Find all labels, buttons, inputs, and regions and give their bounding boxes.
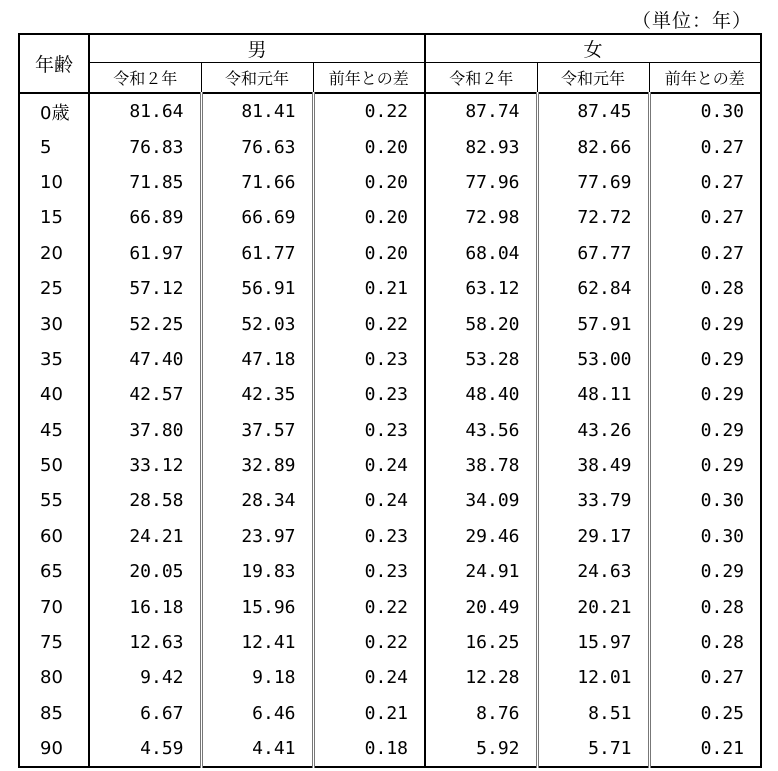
male-col-r1: 令和元年	[201, 63, 313, 94]
female-col-diff: 前年との差	[649, 63, 761, 94]
male-diff-cell: 0.24	[313, 483, 425, 518]
female-group-header: 女	[425, 34, 761, 63]
table-row	[19, 554, 761, 589]
age-cell: 40	[19, 377, 89, 412]
table-row	[19, 448, 761, 483]
female-r1-cell: 77.69	[537, 165, 649, 200]
male-r2-cell: 6.67	[89, 696, 201, 731]
male-diff-cell: 0.18	[313, 731, 425, 767]
male-r1-cell: 66.69	[201, 200, 313, 235]
female-r2-cell: 63.12	[425, 271, 537, 306]
table-body	[19, 93, 761, 767]
age-cell: 20	[19, 236, 89, 271]
female-diff-cell: 0.30	[649, 519, 761, 554]
female-diff-cell: 0.29	[649, 413, 761, 448]
male-r2-cell: 16.18	[89, 589, 201, 624]
table-row	[19, 377, 761, 412]
male-r1-cell: 6.46	[201, 696, 313, 731]
male-r2-cell: 4.59	[89, 731, 201, 767]
male-group-header: 男	[89, 34, 425, 63]
female-diff-cell: 0.29	[649, 306, 761, 341]
female-diff-cell: 0.28	[649, 625, 761, 660]
female-r1-cell: 12.01	[537, 660, 649, 695]
table-row	[19, 589, 761, 624]
male-diff-cell: 0.22	[313, 93, 425, 129]
male-r2-cell: 47.40	[89, 342, 201, 377]
table-row	[19, 696, 761, 731]
male-col-r2: 令和２年	[89, 63, 201, 94]
male-r1-cell: 76.63	[201, 129, 313, 164]
age-cell: 5	[19, 129, 89, 164]
female-r1-cell: 8.51	[537, 696, 649, 731]
male-diff-cell: 0.22	[313, 306, 425, 341]
female-r1-cell: 24.63	[537, 554, 649, 589]
female-r2-cell: 43.56	[425, 413, 537, 448]
table-row	[19, 200, 761, 235]
male-r1-cell: 19.83	[201, 554, 313, 589]
table-row	[19, 625, 761, 660]
age-cell: 60	[19, 519, 89, 554]
female-diff-cell: 0.27	[649, 165, 761, 200]
female-r2-cell: 72.98	[425, 200, 537, 235]
male-r2-cell: 61.97	[89, 236, 201, 271]
female-r1-cell: 82.66	[537, 129, 649, 164]
female-r1-cell: 43.26	[537, 413, 649, 448]
female-diff-cell: 0.28	[649, 271, 761, 306]
male-diff-cell: 0.20	[313, 236, 425, 271]
male-diff-cell: 0.20	[313, 165, 425, 200]
male-r1-cell: 81.41	[201, 93, 313, 129]
male-r2-cell: 71.85	[89, 165, 201, 200]
female-diff-cell: 0.28	[649, 589, 761, 624]
female-diff-cell: 0.21	[649, 731, 761, 767]
female-r1-cell: 67.77	[537, 236, 649, 271]
male-r1-cell: 61.77	[201, 236, 313, 271]
female-r1-cell: 20.21	[537, 589, 649, 624]
male-diff-cell: 0.23	[313, 377, 425, 412]
female-r2-cell: 58.20	[425, 306, 537, 341]
male-r1-cell: 47.18	[201, 342, 313, 377]
male-r2-cell: 9.42	[89, 660, 201, 695]
age-cell: 10	[19, 165, 89, 200]
male-r2-cell: 76.83	[89, 129, 201, 164]
female-r1-cell: 5.71	[537, 731, 649, 767]
female-diff-cell: 0.27	[649, 200, 761, 235]
female-r2-cell: 24.91	[425, 554, 537, 589]
age-cell: 0歳	[19, 93, 89, 129]
male-r2-cell: 81.64	[89, 93, 201, 129]
female-diff-cell: 0.30	[649, 483, 761, 518]
male-diff-cell: 0.24	[313, 660, 425, 695]
female-col-r1: 令和元年	[537, 63, 649, 94]
age-cell: 80	[19, 660, 89, 695]
male-diff-cell: 0.22	[313, 589, 425, 624]
male-r1-cell: 71.66	[201, 165, 313, 200]
female-r2-cell: 20.49	[425, 589, 537, 624]
age-cell: 55	[19, 483, 89, 518]
male-r2-cell: 42.57	[89, 377, 201, 412]
male-r2-cell: 24.21	[89, 519, 201, 554]
female-r2-cell: 82.93	[425, 129, 537, 164]
life-expectancy-table	[18, 33, 762, 768]
female-r1-cell: 29.17	[537, 519, 649, 554]
male-diff-cell: 0.22	[313, 625, 425, 660]
age-cell: 25	[19, 271, 89, 306]
male-diff-cell: 0.20	[313, 129, 425, 164]
table-row	[19, 165, 761, 200]
male-r2-cell: 20.05	[89, 554, 201, 589]
female-r2-cell: 68.04	[425, 236, 537, 271]
female-r2-cell: 87.74	[425, 93, 537, 129]
age-cell: 45	[19, 413, 89, 448]
male-diff-cell: 0.23	[313, 342, 425, 377]
age-cell: 90	[19, 731, 89, 767]
male-diff-cell: 0.21	[313, 271, 425, 306]
male-r2-cell: 12.63	[89, 625, 201, 660]
table-row	[19, 271, 761, 306]
female-r2-cell: 34.09	[425, 483, 537, 518]
male-r2-cell: 28.58	[89, 483, 201, 518]
female-r1-cell: 33.79	[537, 483, 649, 518]
male-r1-cell: 37.57	[201, 413, 313, 448]
female-diff-cell: 0.29	[649, 554, 761, 589]
male-diff-cell: 0.23	[313, 413, 425, 448]
female-diff-cell: 0.29	[649, 377, 761, 412]
age-cell: 65	[19, 554, 89, 589]
female-r2-cell: 48.40	[425, 377, 537, 412]
male-r2-cell: 57.12	[89, 271, 201, 306]
female-r2-cell: 77.96	[425, 165, 537, 200]
age-header: 年齢	[19, 34, 89, 93]
male-r1-cell: 4.41	[201, 731, 313, 767]
table-row	[19, 413, 761, 448]
age-cell: 70	[19, 589, 89, 624]
table-row	[19, 93, 761, 129]
female-diff-cell: 0.30	[649, 93, 761, 129]
male-r1-cell: 15.96	[201, 589, 313, 624]
male-r1-cell: 32.89	[201, 448, 313, 483]
age-cell: 50	[19, 448, 89, 483]
male-r1-cell: 52.03	[201, 306, 313, 341]
female-diff-cell: 0.29	[649, 342, 761, 377]
age-cell: 15	[19, 200, 89, 235]
female-r1-cell: 38.49	[537, 448, 649, 483]
age-cell: 35	[19, 342, 89, 377]
female-diff-cell: 0.29	[649, 448, 761, 483]
male-diff-cell: 0.23	[313, 554, 425, 589]
table-row	[19, 731, 761, 767]
male-r1-cell: 56.91	[201, 271, 313, 306]
male-r1-cell: 9.18	[201, 660, 313, 695]
table-row	[19, 660, 761, 695]
male-diff-cell: 0.23	[313, 519, 425, 554]
male-r1-cell: 12.41	[201, 625, 313, 660]
female-r2-cell: 53.28	[425, 342, 537, 377]
female-diff-cell: 0.25	[649, 696, 761, 731]
age-cell: 85	[19, 696, 89, 731]
male-diff-cell: 0.20	[313, 200, 425, 235]
table-header	[19, 34, 761, 93]
female-diff-cell: 0.27	[649, 129, 761, 164]
female-r1-cell: 87.45	[537, 93, 649, 129]
unit-note: （単位：年）	[631, 10, 752, 32]
male-r2-cell: 66.89	[89, 200, 201, 235]
female-r1-cell: 62.84	[537, 271, 649, 306]
female-r1-cell: 53.00	[537, 342, 649, 377]
female-diff-cell: 0.27	[649, 660, 761, 695]
table-row	[19, 483, 761, 518]
table-row	[19, 519, 761, 554]
female-r1-cell: 57.91	[537, 306, 649, 341]
female-r2-cell: 29.46	[425, 519, 537, 554]
table-row	[19, 236, 761, 271]
male-r1-cell: 28.34	[201, 483, 313, 518]
male-r1-cell: 42.35	[201, 377, 313, 412]
male-r1-cell: 23.97	[201, 519, 313, 554]
female-r2-cell: 5.92	[425, 731, 537, 767]
female-r2-cell: 38.78	[425, 448, 537, 483]
female-r1-cell: 48.11	[537, 377, 649, 412]
female-r2-cell: 8.76	[425, 696, 537, 731]
table-row	[19, 129, 761, 164]
male-r2-cell: 37.80	[89, 413, 201, 448]
age-cell: 30	[19, 306, 89, 341]
female-diff-cell: 0.27	[649, 236, 761, 271]
female-r2-cell: 12.28	[425, 660, 537, 695]
table-row	[19, 306, 761, 341]
female-col-r2: 令和２年	[425, 63, 537, 94]
table-row	[19, 342, 761, 377]
male-r2-cell: 52.25	[89, 306, 201, 341]
female-r2-cell: 16.25	[425, 625, 537, 660]
male-diff-cell: 0.21	[313, 696, 425, 731]
male-r2-cell: 33.12	[89, 448, 201, 483]
age-cell: 75	[19, 625, 89, 660]
female-r1-cell: 15.97	[537, 625, 649, 660]
male-diff-cell: 0.24	[313, 448, 425, 483]
male-col-diff: 前年との差	[313, 63, 425, 94]
female-r1-cell: 72.72	[537, 200, 649, 235]
